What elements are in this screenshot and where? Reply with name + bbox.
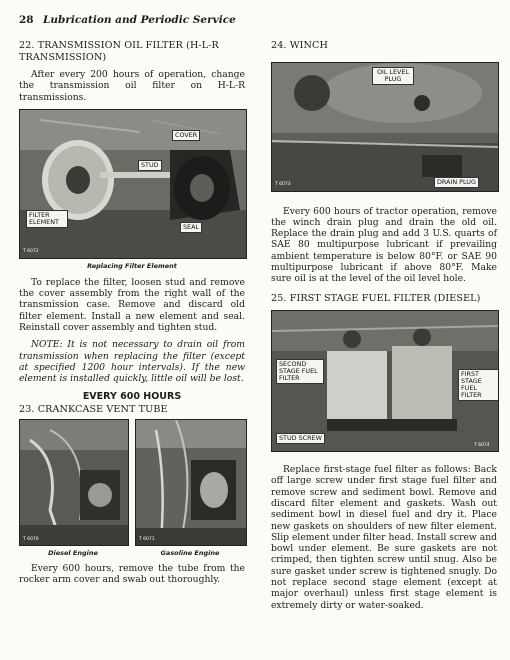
section-23-body: Every 600 hours, remove the tube from the rocker arm cover and swab out thoroughly.: [19, 563, 245, 586]
every-600-hours-heading: EVERY 600 HOURS: [82, 390, 182, 402]
section-22-intro: After every 200 hours of operation, change the transmission oil filter on H-L-R transmissions.: [19, 69, 245, 103]
filter-photo-illustration: [20, 110, 246, 258]
diesel-engine-photo: [19, 419, 129, 546]
gasoline-figure: [135, 419, 245, 563]
winch-photo: [271, 62, 499, 192]
right-column: [271, 40, 497, 617]
diesel-figure: [19, 419, 127, 563]
callout-oil-level-plug: OIL LEVEL PLUG: [372, 67, 414, 85]
page-number: 28: [19, 14, 34, 26]
diesel-caption: Diesel Engine: [48, 549, 98, 558]
gasoline-engine-photo: [135, 419, 247, 546]
fuel-filter-photo: [271, 310, 499, 452]
section-24-heading: 24. WINCH: [271, 40, 328, 51]
callout-second-stage: SECOND STAGE FUEL FILTER: [276, 359, 324, 384]
fig4-code: T 6074: [474, 443, 490, 449]
diesel-photo-illustration: [20, 420, 128, 545]
section-25-heading: 25. FIRST STAGE FUEL FILTER (DIESEL): [271, 292, 481, 304]
callout-filter-element-text: FILTER ELEMENT: [29, 210, 59, 226]
callout-seal: SEAL: [180, 222, 202, 233]
callout-drain-plug: DRAIN PLUG: [434, 177, 479, 188]
section-23-heading: 23. CRANKCASE VENT TUBE: [19, 403, 168, 415]
fig2b-code: T 6071: [139, 537, 155, 543]
fig1-caption: Replacing Filter Element: [87, 261, 177, 270]
section-25-body: Replace first-stage fuel filter as follows: Back off large screw under first stage fuel filter and remove screw and sediment bowl. Remove and discard filter element and gaskets. Wash out sediment bowl in diesel fuel and dry it. Place new gaskets on shoulders of new filter element. Slip element under filter head. Install screw and bowl under element. Be sure gaskets are not crimped, then tighten screw until snug. Also be sure gasket under screw is tightened snugly. Do not replace second stage element (except at major overhaul) unless first stage element is extremely dirty or water-soaked.: [271, 464, 497, 611]
fig1-code: T 6072: [23, 248, 39, 254]
fig2a-code: T 6070: [23, 537, 39, 543]
section-24-body: Every 600 hours of tractor operation, remove the winch drain plug and drain the old oil. Replace the drain plug and add 3 U.S. quarts of SAE 80 multipurpose lubricant if prevailing ambient temperature is below 80°F. or SAE 90 multipurpose lubricant if above 80°F. Make sure oil is at the level of the oil level hole.: [271, 205, 497, 285]
page-header: [19, 14, 236, 26]
callout-cover: COVER: [172, 130, 200, 141]
callout-stud: STUD: [138, 160, 162, 171]
section-22-body: To replace the filter, loosen stud and remove the cover assembly from the right wall of the transmission case. Remove and discard old filter element. Install a new element and seal. Reinstall cover assembly and tighten stud.: [19, 276, 245, 334]
left-column: [19, 40, 245, 592]
section-22-note: NOTE: It is not necessary to drain oil from transmission when replacing the filter (except at specified 1200 hour intervals). If the new element is installed quickly, little oil will be lost.: [19, 339, 245, 385]
callout-first-stage: FIRST STAGE FUEL FILTER: [458, 369, 499, 401]
callout-stud-screw: STUD SCREW: [276, 433, 325, 444]
filter-element-photo: [19, 109, 247, 259]
vent-tube-photos: [19, 419, 245, 563]
gasoline-caption: Gasoline Engine: [160, 549, 220, 558]
page-title: Lubrication and Periodic Service: [42, 14, 236, 26]
callout-filter-element: [26, 210, 68, 228]
section-22-heading: 22. TRANSMISSION OIL FILTER (H-L-R TRANSMISSION): [19, 40, 219, 63]
gasoline-photo-illustration: [136, 420, 246, 545]
fig3-code: T 6073: [275, 181, 291, 187]
